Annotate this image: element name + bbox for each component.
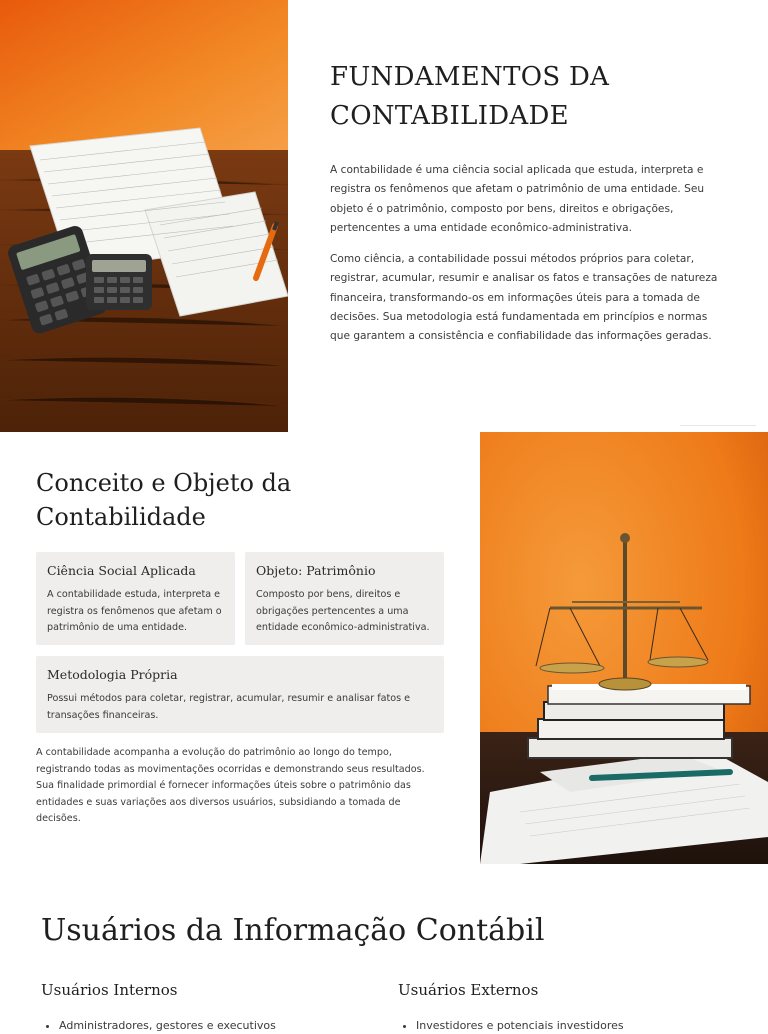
card-text: Composto por bens, direitos e obrigações pertencentes a uma entidade econômico-administrativa.	[256, 589, 430, 633]
external-users-column	[398, 980, 718, 1034]
external-users-list	[398, 1018, 718, 1034]
internal-users-heading: Usuários Internos	[41, 981, 178, 999]
external-users-heading: Usuários Externos	[398, 981, 539, 999]
concept-paragraph: A contabilidade acompanha a evolução do patrimônio ao longo do tempo, registrando todas as movimentações ocorridas e demonstrando seus resultados. Sua finalidade primordial é fornecer informações úteis sobre o patrimônio das entidades e suas variações aos diversos usuários, subsidiando a tomada de decisões.	[36, 747, 425, 825]
divider	[680, 425, 756, 426]
page-title-line2: CONTABILIDADE	[330, 101, 569, 131]
concept-title	[36, 466, 444, 534]
list-item: • Administradores, gestores e executivos	[59, 1018, 361, 1034]
scales-photo	[480, 432, 768, 864]
users-section	[41, 910, 741, 952]
card-metodologia	[36, 656, 444, 733]
internal-users-list	[41, 1018, 361, 1034]
card-objeto-patrimonio	[245, 552, 444, 645]
page-title-line1: FUNDAMENTOS DA	[330, 62, 610, 92]
concept-title-line1: Conceito e Objeto da	[36, 469, 292, 497]
card-title: Objeto: Patrimônio	[256, 563, 376, 578]
list-item: • Investidores e potenciais investidores	[416, 1018, 718, 1034]
hero-paragraph-1: A contabilidade é uma ciência social aplicada que estuda, interpreta e registra os fenômenos que afetam o patrimônio de uma entidade. Seu objeto é o patrimônio, composto por bens, direitos e obrigações, pertencentes a uma entidade econômico-administrativa.	[330, 164, 705, 234]
card-text: Possui métodos para coletar, registrar, acumular, resumir e analisar fatos e transações financeiras.	[47, 693, 411, 721]
card-title: Metodologia Própria	[47, 667, 178, 682]
concept-section	[36, 466, 444, 534]
card-ciencia-social	[36, 552, 235, 645]
calculator-photo	[0, 0, 288, 432]
card-title: Ciência Social Aplicada	[47, 563, 196, 578]
hero-section	[330, 58, 730, 347]
concept-title-line2: Contabilidade	[36, 503, 206, 531]
users-title: Usuários da Informação Contábil	[41, 913, 545, 948]
page-title	[330, 58, 730, 136]
hero-paragraph-2: Como ciência, a contabilidade possui métodos próprios para coletar, registrar, acumular, resumir e analisar os fatos e transações de natureza financeira, transformando-os em informações úteis para a tomada de decisões. Sua metodologia está fundamentada em princípios e normas que garantem a consistência e confiabilidade das informações geradas.	[330, 253, 718, 343]
internal-users-column	[41, 980, 361, 1034]
card-text: A contabilidade estuda, interpreta e registra os fenômenos que afetam o patrimônio de uma entidade.	[47, 589, 222, 633]
